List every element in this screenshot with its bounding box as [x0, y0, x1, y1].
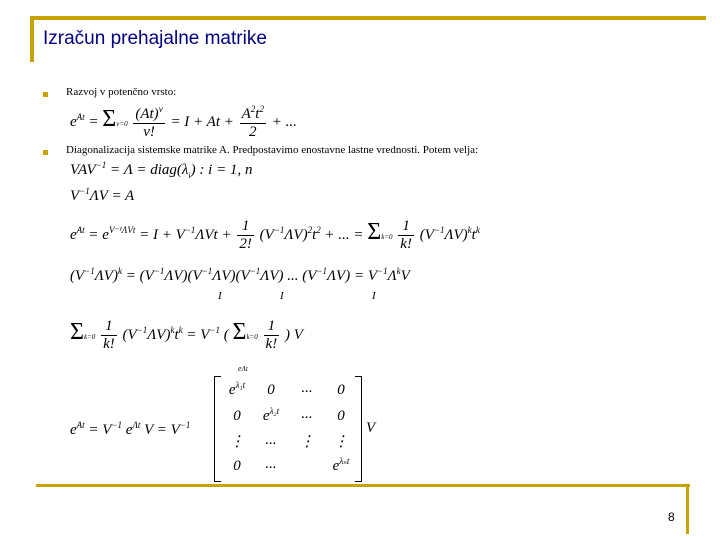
exponential-matrix	[214, 376, 362, 482]
frame-top-bar	[30, 16, 706, 20]
expansion-equation: $e^{At} = e^{V^{-1}\Lambda Vt} = I + V^{-1}\Lambda Vt$ + $\frac{1}{2!}$ $(V^{-1}\Lambda V)^2t^2$ + ... = Σk=0 $\frac{1}{k!}$ $(V^{-1}\Lambda V)^kt^k$	[70, 218, 480, 252]
identity-label: I	[280, 290, 284, 302]
bullet-marker	[43, 150, 48, 155]
matrix-trailing-v: V	[366, 420, 376, 436]
matrix-cell: ...	[301, 406, 313, 422]
matrix-cell: ⋮	[333, 434, 349, 450]
diagonalization-equation: $VAV^{-1} = \Lambda$ = $diag(\lambda_i)$ : i = 1, n	[70, 160, 253, 180]
matrix-cell: 0	[267, 382, 275, 398]
final-equation: $e^{At} = V^{-1}$ $e^{\Lambda t}$ $V = V^{-1}$	[70, 420, 191, 438]
matrix-cell: 0	[337, 382, 345, 398]
bullet-marker	[43, 92, 48, 97]
eigen-relation-equation: $V^{-1}\Lambda V = A$	[70, 186, 135, 204]
identity-label: I	[372, 290, 376, 302]
matrix-cell: ⋮	[299, 434, 315, 450]
identity-label: I	[218, 290, 222, 302]
frame-right-bar	[686, 484, 689, 534]
matrix-cell: 0	[233, 458, 241, 474]
power-equation: $(V^{-1}\Lambda V)^k = (V^{-1}\Lambda V)(V^{-1}\Lambda V)(V^{-1}\Lambda V)$ ... $(V^{-1}\Lambda V) = V^{-1}\Lambda^kV$	[70, 266, 410, 284]
frame-bottom-bar	[36, 484, 690, 487]
matrix-cell: ...	[265, 432, 277, 448]
sum-equation: Σk=0 $\frac{1}{k!}$ $(V^{-1}\Lambda V)^kt^k = V^{-1}$ ( Σk=0 $\frac{1}{k!}$ ) V	[70, 318, 303, 352]
series-equation: $e^{At} = \Sigma v=0$ $\frac{(At)^v}{v!}$ = I + At + $\frac{A^2t^2}{2}$ + ...	[70, 104, 297, 140]
bullet-text: Razvoj v potenčno vrsto:	[66, 86, 177, 98]
frame-left-bar	[30, 16, 34, 62]
matrix-cell: 0	[233, 408, 241, 424]
slide-title: Izračun prehajalne matrike	[43, 28, 267, 49]
exp-lambda-label: eΛt	[238, 364, 248, 373]
matrix-cell: ⋮	[229, 434, 245, 450]
matrix-cell: $e^{\lambda_nt}$	[332, 456, 350, 474]
page-number: 8	[668, 510, 675, 524]
matrix-cell: $e^{\lambda_2t}$	[262, 406, 280, 424]
matrix-cell: 0	[337, 408, 345, 424]
bullet-text: Diagonalizacija sistemske matrike A. Predpostavimo enostavne lastne vrednosti. Potem velja:	[66, 144, 479, 156]
matrix-cell: ...	[265, 456, 277, 472]
matrix-cell: $e^{\lambda_1t}$	[228, 380, 246, 398]
matrix-cell: ...	[301, 380, 313, 396]
